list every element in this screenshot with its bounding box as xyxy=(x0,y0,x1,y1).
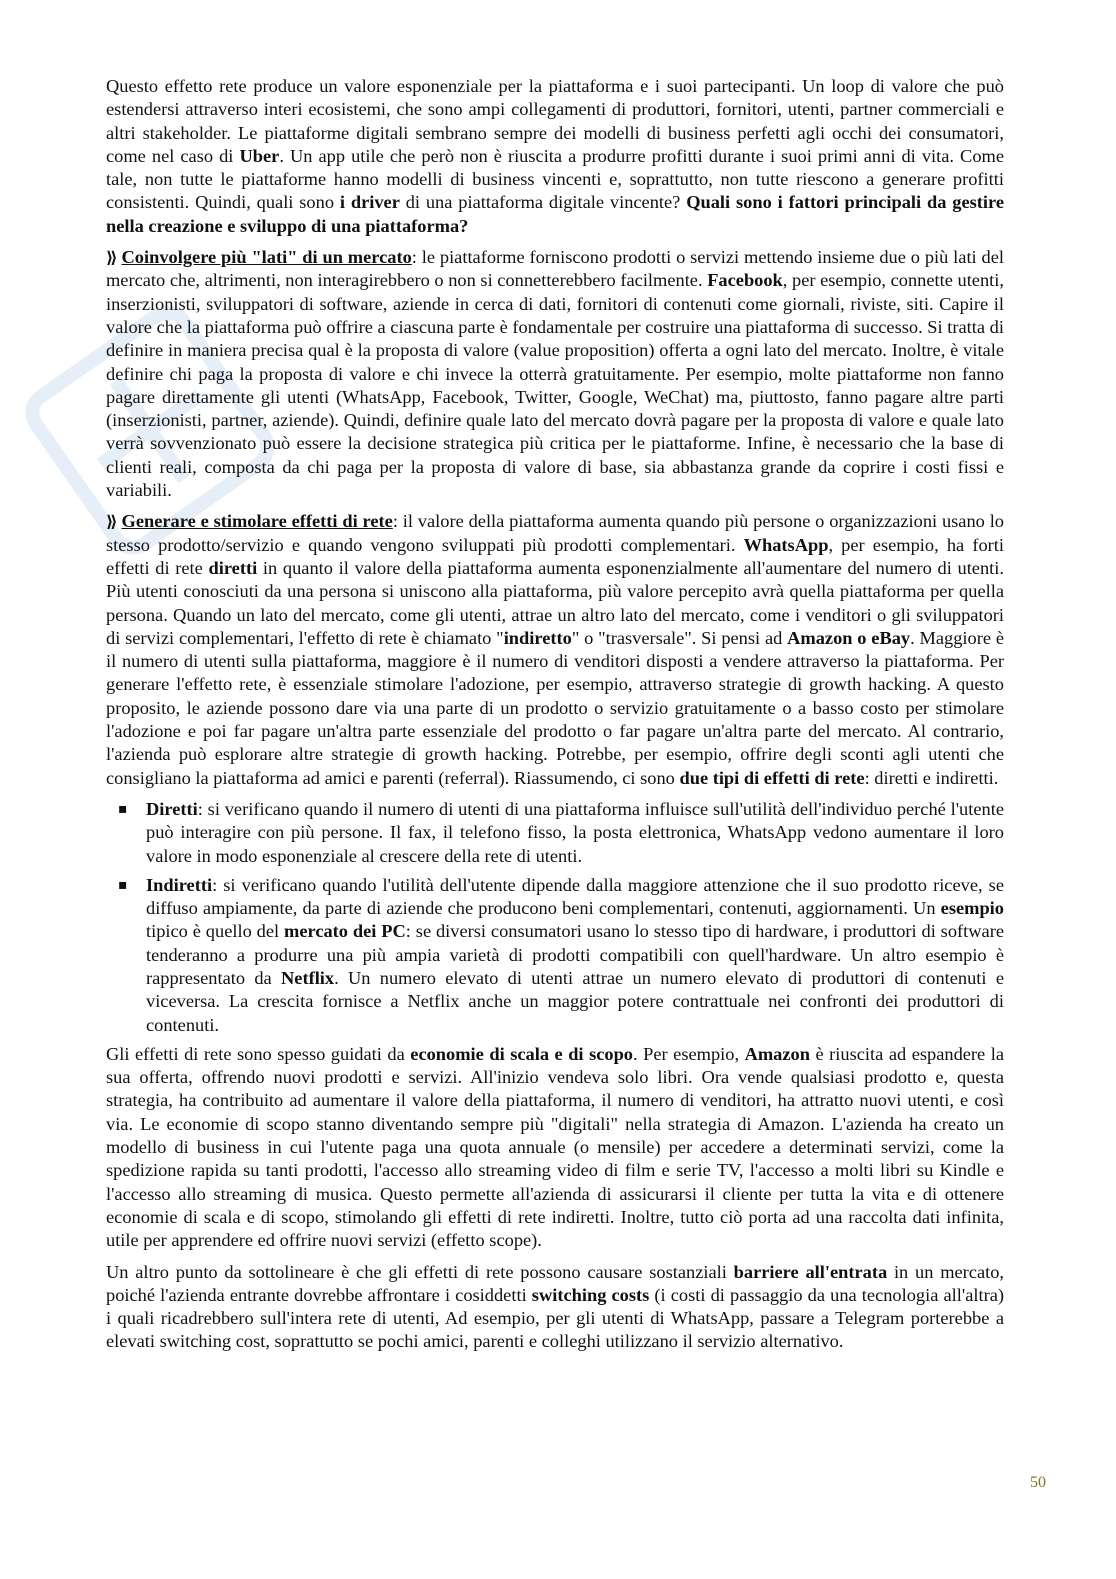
paragraph-intro: Questo effetto rete produce un valore esponenziale per la piattaforma e i suoi partecipanti. Un loop di valore che può estendersi attraverso interi ecosistemi, che sono ampi collegamenti di produttori, fornitori, utenti, partner commerciali e altri stakeholder. Le piattaforme digitali sembrano sempre dei modelli di business perfetti agli occhi dei consumatori, come nel caso di Uber. Un app utile che però non è riuscita a produrre profitti durante i suoi primi anni di vita. Come tale, non tutte le piattaforme hanno modelli di business vincenti e, soprattutto, non tutte riescono a generare profitti consistenti. Quindi, quali sono i driver di una piattaforma digitale vincente? Quali sono i fattori principali da gestire nella creazione e sviluppo di una piattaforma? xyxy=(106,76,1004,236)
list-item-indirect: ▪ Indiretti: si verificano quando l'utilità dell'utente dipende dalla maggiore attenzione che il suo prodotto riceve, se diffuso ampiamente, da parte di aziende che producono beni complementari, contenuti, aggiornamenti. Un esempio tipico è quello del mercato dei PC: se diversi consumatori usano lo stesso tipo di hardware, i produttori di software tenderanno a produrre una più ampia varietà di prodotti compatibili con quell'hardware. Un altro esempio è rappresentato da Netflix. Un numero elevato di utenti attrae un numero elevato di produttori di contenuti e viceversa. La crescita fornisce a Netflix anche un maggior potere contrattuale nei confronti dei produttori di contenuti. xyxy=(146,874,1004,1037)
document-page xyxy=(106,75,1004,1362)
network-effect-types-list xyxy=(106,798,1004,1037)
section-marker-icon: ⟫ xyxy=(106,248,118,268)
section-marker-icon: ⟫ xyxy=(106,512,118,532)
section-title: Coinvolgere più "lati" di un mercato xyxy=(121,247,412,268)
paragraph-entry-barriers: Un altro punto da sottolineare è che gli effetti di rete possono causare sostanziali barriere all'entrata in un mercato, poiché l'azienda entrante dovrebbe affrontare i cosiddetti switching costs (i costi di passaggio da una tecnologia all'altra) i quali ricadrebbero sull'intera rete di utenti, Ad esempio, per gli utenti di WhatsApp, passare a Telegram porterebbe a elevati switching cost, soprattutto se pochi amici, parenti e colleghi utilizzano il servizio alternativo. xyxy=(106,1261,1005,1352)
paragraph-multi-sided-market: ⟫ Coinvolgere più "lati" di un mercato: le piattaforme forniscono prodotti o servizi mettendo insieme due o più lati del mercato che, altrimenti, non interagirebbero o non si connetterebbero facilmente. Facebook, per esempio, connette utenti, inserzionisti, sviluppatori di software, aziende in cerca di dati, fornitori di contenuti come giornali, riviste, siti. Capire il valore che la piattaforma può offrire a ciascuna parte è fondamentale per costruire una piattaforma di successo. Si tratta di definire in maniera precisa qual è la proposta di valore (value proposition) offerta a ogni lato del mercato. Inoltre, è vitale definire chi paga la proposta di valore e chi invece la otterrà gratuitamente. Per esempio, molte piattaforme non fanno pagare direttamente gli utenti (WhatsApp, Facebook, Twitter, Google, WeChat) ma, piuttosto, fanno pagare altre parti (inserzionisti, partner, aziende). Quindi, definire quale lato del mercato dovrà pagare per la proposta di valore e quale lato verrà sovvenzionato può essere la decisione strategica più critica per le piattaforme. Infine, è necessario che la base di clienti reali, composta da chi paga per la proposta di valore di base, sia abbastanza grande da coprire i costi fissi e variabili. xyxy=(106,247,1004,501)
page-number: 50 xyxy=(1030,1474,1046,1491)
paragraph-economies-of-scale: Gli effetti di rete sono spesso guidati da economie di scala e di scopo. Per esempio, Amazon è riuscita ad espandere la sua offerta, offrendo nuovi prodotti e servizi. All'inizio vendeva solo libri. Ora vende qualsiasi prodotto e, questa strategia, ha contribuito ad aumentare il valore della piattaforma, il numero di venditori, ha attratto nuovi utenti, e così via. Le economie di scopo stanno diventando sempre più "digitali" nella strategia di Amazon. L'azienda ha creato un modello di business in cui l'utente paga una quota annuale (o mensile) per accedere a determinati servizi, come la spedizione rapida su tanti prodotti, l'accesso allo streaming video di film e serie TV, l'accesso a molti libri su Kindle e l'accesso allo streaming di musica. Questo permette all'azienda di assicurarsi il cliente per tutta la vita e di ottenere economie di scala e di scopo, stimolando gli effetti di rete indiretti. Inoltre, tutto ciò porta ad una raccolta dati infinita, utile per apprendere ed offrire nuovi servizi (effetto scope). xyxy=(106,1043,1004,1251)
list-item-direct: ▪ Diretti: si verificano quando il numero di utenti di una piattaforma influisce sull'utilità dell'individuo perché l'utente può interagire con più persone. Il fax, il telefono fisso, la posta elettronica, WhatsApp vedono aumentare il loro valore in modo esponenziale al crescere della rete di utenti. xyxy=(146,798,1004,868)
paragraph-network-effects: ⟫ Generare e stimolare effetti di rete: il valore della piattaforma aumenta quando più persone o organizzazioni usano lo stesso prodotto/servizio e quando vengono sviluppati più prodotti complementari. WhatsApp, per esempio, ha forti effetti di rete diretti in quanto il valore della piattaforma aumenta esponenzialmente all'aumentare del numero di utenti. Più utenti conosciuti da una persona si uniscono alla piattaforma, più valore percepito avrà quella piattaforma per quella persona. Quando un lato del mercato, come gli utenti, attrae un altro lato del mercato, come i venditori o gli sviluppatori di servizi complementari, l'effetto di rete è chiamato "indiretto" o "trasversale". Si pensi ad Amazon o eBay. Maggiore è il numero di utenti sulla piattaforma, maggiore è il numero di venditori disposti a vendere attraverso la piattaforma. Per generare l'effetto rete, è essenziale stimolare l'adozione, per esempio, attraverso strategie di growth hacking. A questo proposito, le aziende possono dare via una parte di un prodotto o servizio gratuitamente o a basso costo per stimolare l'adozione e poi far pagare un'altra parte essenziale del prodotto o far pagare un'altra parte del mercato. Al contrario, l'azienda può esplorare altre strategie di growth hacking. Potrebbe, per esempio, offrire degli sconti agli utenti che consigliano la piattaforma ad amici e parenti (referral). Riassumendo, ci sono due tipi di effetti di rete: diretti e indiretti. xyxy=(106,511,1004,788)
section-title: Generare e stimolare effetti di rete xyxy=(121,511,393,532)
